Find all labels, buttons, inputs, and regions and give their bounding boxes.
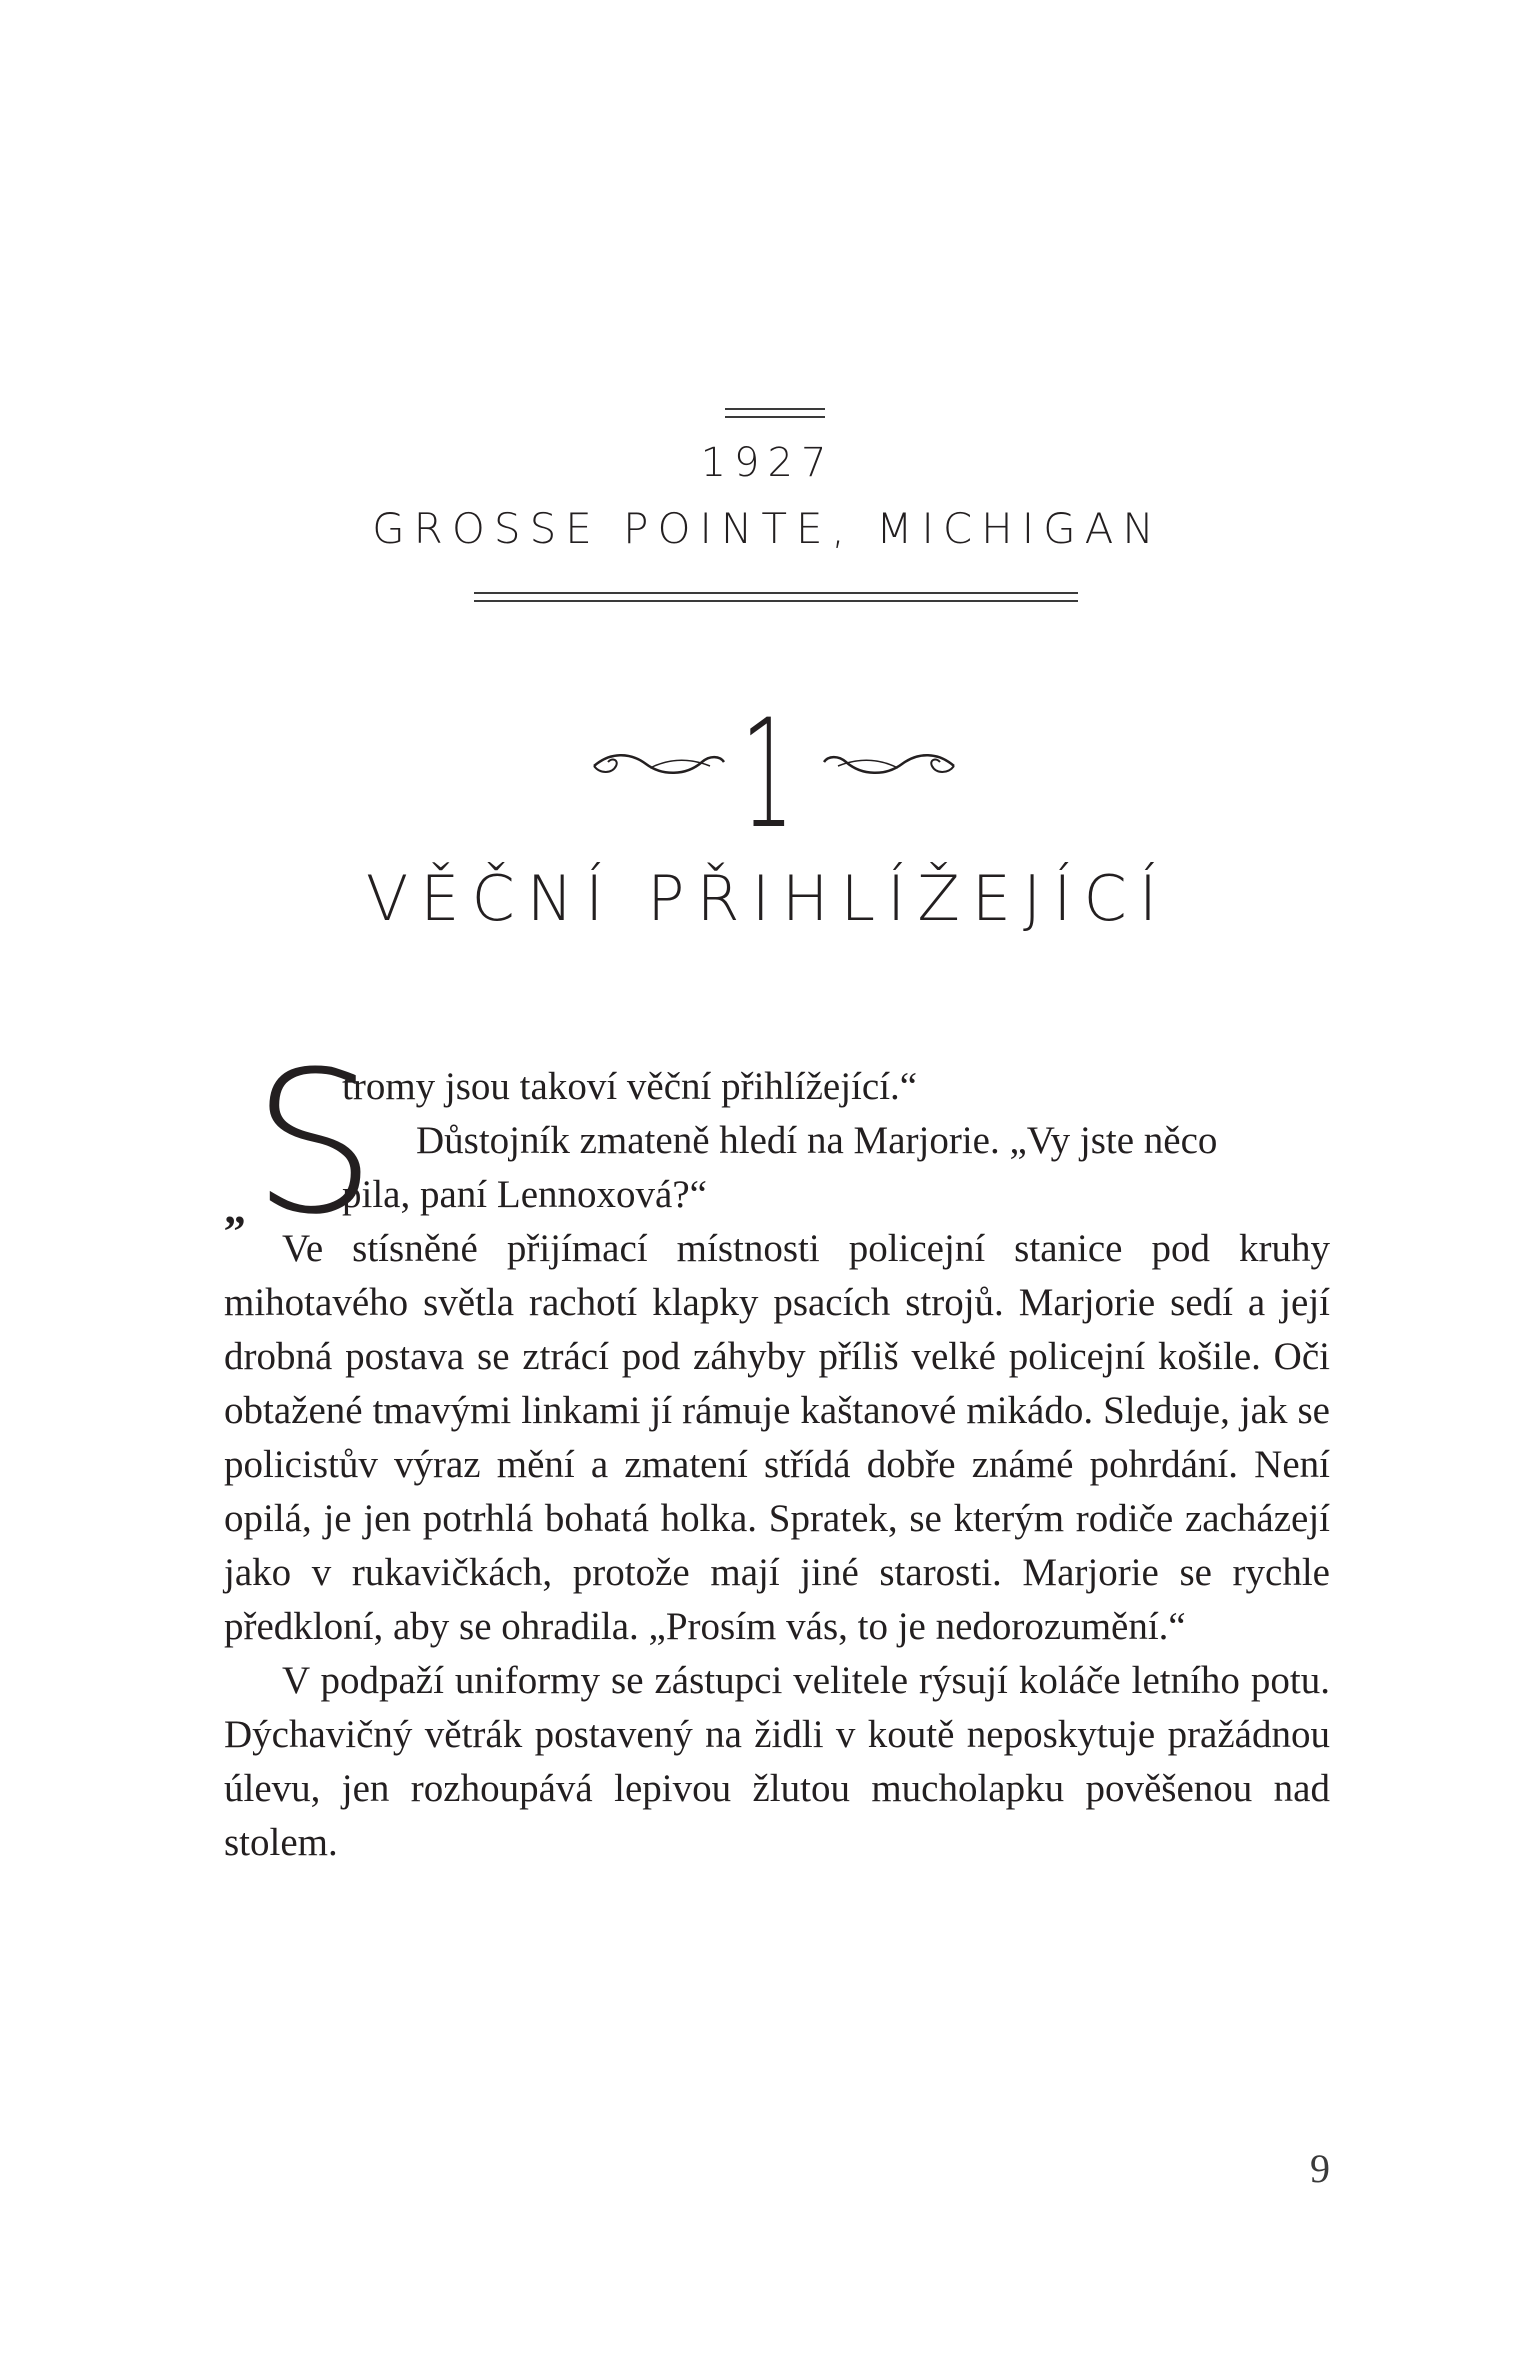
header-rule-bottom-1	[474, 592, 1078, 594]
opening-quote-mark: „	[224, 1184, 246, 1233]
header-rule-top-2	[725, 416, 825, 418]
paragraph-1: Ve stísněné přijímací místnosti policejní stanice pod kruhy mihotavého světla rachotí klapky psacích strojů. Marjorie sedí a její drobná postava se ztrácí pod záhyby příliš velké policejní košile. Oči obtažené tmavými linkami jí rámuje kaštanové mikádo. Sleduje, jak se policistův výraz mění a zmatení střídá dobře známé pohrdání. Není opilá, je jen potrhlá bohatá holka. Spratek, se kterým rodiče zacházejí jako v rukavičkách, protože mají jiné starosti. Marjorie se rychle předkloní, aby se ohradila. „Prosím vás, to je nedorozumění.“	[224, 1227, 1330, 1648]
opening-lines	[224, 1030, 1330, 1258]
body-text	[224, 1030, 1330, 1870]
chapter-year: 1927	[700, 440, 835, 486]
opening-line-1: tromy jsou takoví věční přihlížející.“	[342, 1065, 918, 1108]
chapter-place: GROSSE POINTE, MICHIGAN	[372, 504, 1163, 553]
right-swash-ornament	[818, 744, 958, 784]
drop-cap: S	[252, 1030, 377, 1258]
header-rule-top-1	[725, 408, 825, 410]
chapter-number: 1	[741, 688, 794, 862]
header-rule-bottom-2	[474, 600, 1078, 602]
chapter-title: VĚČNÍ PŘIHLÍŽEJÍCÍ	[365, 862, 1170, 935]
opening-line-3: pila, paní Lennoxová?“	[342, 1173, 707, 1216]
opening-line-2: Důstojník zmateně hledí na Marjorie. „Vy jste něco	[416, 1119, 1218, 1162]
paragraph-2: V podpaží uniformy se zástupci velitele rýsují koláče letního potu. Dýchavičný větrák postavený na židli v koutě neposkytuje pražádnou úlevu, jen rozhoupává lepivou žlutou mucholapku pověšenou nad stolem.	[224, 1659, 1330, 1864]
page-number: 9	[1310, 2146, 1330, 2191]
